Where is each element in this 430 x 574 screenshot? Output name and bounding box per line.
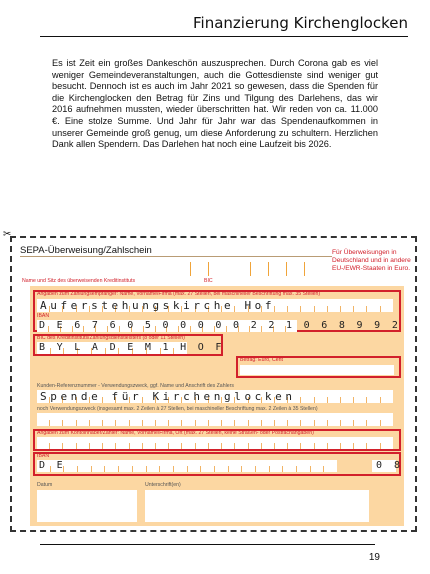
form-title: SEPA-Überweisung/Zahlschein — [20, 245, 152, 256]
form-top-line — [20, 256, 332, 257]
iban-label: IBAN — [37, 313, 50, 319]
amount-field[interactable] — [240, 365, 394, 375]
article-text: Es ist Zeit ein großes Dankeschön auszusprechen. Durch Corona gab es viel weniger Gemeindeveranstaltungen, auch die Gottesdienste sind weniger gut besucht. Dennoch ist es auch im Jahr 2021 so gewesen, dass die Spenden für die Kirchenglocken den Betrag für Zins und Tilgung des Darlehens, das wir 2016 aufnehmen mussten, wieder überschritten hat. Wir reden von ca. 11.000 €. Eine stolze Summe. Und Jahr für Jahr war das Spendenaufkommen in unserer Gemeinde groß genug, um diese Anforderung zu schultern. Herzlichen Dank allen Spendern. Das Darlehen hat noch eine Laufzeit bis 2026. — [52, 58, 378, 150]
scissors-icon: ✂ — [3, 229, 12, 240]
reference2-comb — [37, 420, 393, 426]
amount-label: Betrag: Euro, Cent — [240, 357, 283, 363]
bank-field-tick — [208, 262, 209, 276]
date-field[interactable] — [37, 490, 137, 522]
reference-value: Spende für Kirchenglocken — [40, 390, 296, 403]
bank-field-tick — [286, 262, 287, 276]
bic-value: B Y L A D E M 1 H O F — [39, 342, 225, 353]
payer-comb — [37, 443, 393, 449]
page-number: 19 — [368, 552, 380, 563]
payer-label: Angaben zum Kontoinhaber/Zahler: Name, Vorname/Firma, Ort (max. 27 Stellen, keine Straßen- oder Postfachangaben) — [37, 430, 314, 436]
date-label: Datum — [37, 482, 53, 488]
bic-label: BIC des Kreditinstituts/Zahlungsdienstleisters (8 oder 11 Stellen) — [37, 335, 185, 341]
payer-iban-value: D E — [39, 460, 66, 471]
signature-field[interactable] — [145, 490, 369, 522]
payer-iban-label: IBAN — [37, 453, 50, 459]
payer-iban-suffix: 0 8 — [376, 460, 404, 471]
reference-label: Kunden-Referenznummer - Verwendungszweck, ggf. Name und Anschrift des Zahlers — [37, 383, 234, 389]
page-header-title: Finanzierung Kirchenglocken — [193, 14, 408, 32]
footer-rule — [40, 544, 375, 545]
bic-top-label: BIC — [204, 278, 213, 284]
payer-iban-comb — [37, 466, 337, 472]
bank-field-tick — [268, 262, 269, 276]
eu-note: Für Überweisungen in Deutschland und in andere EU-/EWR-Staaten in Euro. — [332, 249, 411, 272]
recipient-value: Auferstehungskirche Hof — [40, 299, 276, 312]
bank-field-tick — [250, 262, 251, 276]
iban-value: D E 6 7 6 0 5 0 0 0 0 0 2 2 1 0 6 8 9 9 2 — [39, 320, 401, 331]
signature-label: Unterschrift(en) — [145, 482, 181, 488]
header-rule — [40, 36, 408, 37]
bank-field-tick — [304, 262, 305, 276]
recipient-label: Angaben zum Zahlungsempfänger: Name, Vorname/Firma (max. 27 Stellen, bei maschineller Beschriftung max. 35 Stellen) — [37, 291, 321, 297]
bank-label: Name und Sitz des überweisenden Kreditinstituts — [22, 278, 136, 284]
bank-field-tick — [190, 262, 191, 276]
reference2-label: noch Verwendungszweck (insgesamt max. 2 Zeilen à 27 Stellen, bei maschineller Beschriftung max. 2 Zeilen à 35 Stellen) — [37, 406, 318, 412]
